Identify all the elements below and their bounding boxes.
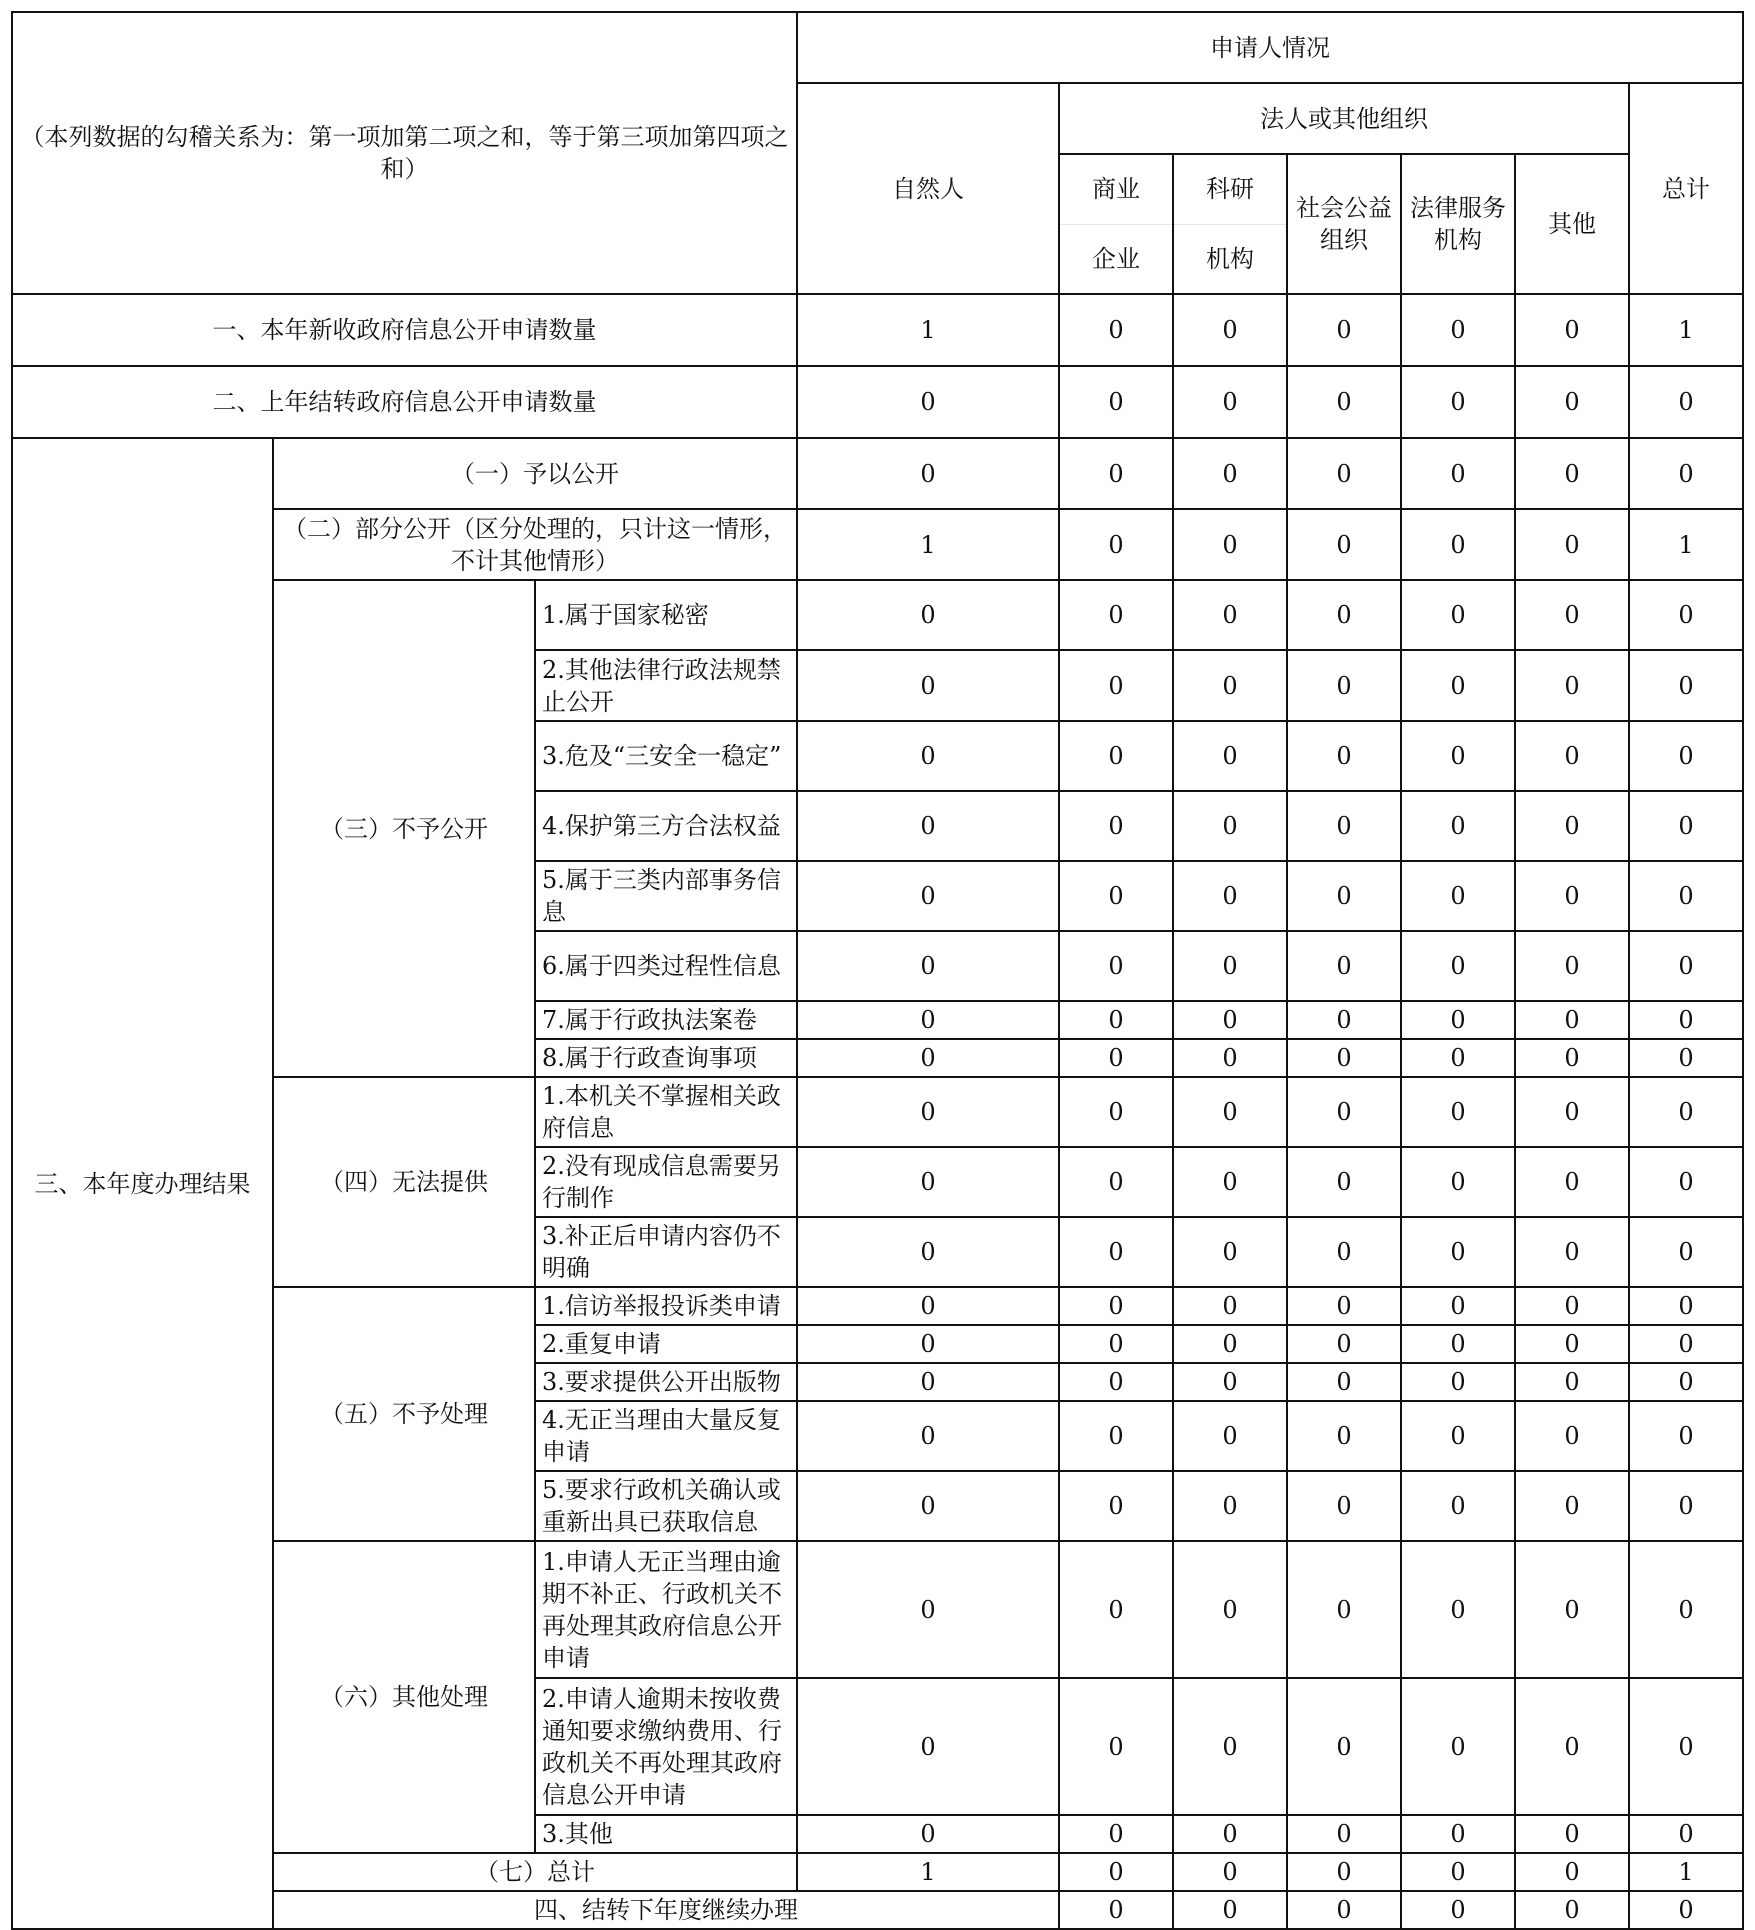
value-cell: 0 bbox=[1059, 1287, 1173, 1325]
header-natural-person: 自然人 bbox=[797, 83, 1059, 294]
value-cell: 0 bbox=[1401, 1471, 1515, 1541]
value-cell: 0 bbox=[1401, 931, 1515, 1001]
value-cell: 0 bbox=[797, 1401, 1059, 1471]
header-public-welfare: 社会公益组织 bbox=[1287, 154, 1401, 294]
value-cell: 0 bbox=[1059, 1363, 1173, 1401]
value-cell: 1 bbox=[1629, 294, 1743, 366]
value-cell: 0 bbox=[1287, 1401, 1401, 1471]
value-cell: 0 bbox=[1173, 1853, 1287, 1891]
row-label: （七）总计 bbox=[273, 1853, 797, 1891]
row-label: （一）予以公开 bbox=[273, 438, 797, 509]
value-cell: 0 bbox=[1059, 650, 1173, 721]
value-cell: 0 bbox=[1629, 1401, 1743, 1471]
value-cell: 0 bbox=[1515, 509, 1629, 580]
value-cell: 0 bbox=[1173, 1077, 1287, 1147]
value-cell: 0 bbox=[797, 1039, 1059, 1077]
value-cell: 0 bbox=[1629, 1001, 1743, 1039]
value-cell: 0 bbox=[1173, 438, 1287, 509]
value-cell: 0 bbox=[1515, 650, 1629, 721]
value-cell: 0 bbox=[1059, 1039, 1173, 1077]
value-cell: 0 bbox=[1401, 1401, 1515, 1471]
value-cell: 0 bbox=[1287, 1541, 1401, 1678]
row-label: 四、结转下年度继续办理 bbox=[273, 1891, 1059, 1929]
value-cell: 0 bbox=[1059, 1853, 1173, 1891]
row-label: 3.要求提供公开出版物 bbox=[535, 1363, 797, 1401]
value-cell: 0 bbox=[1629, 1891, 1743, 1929]
value-cell: 0 bbox=[1515, 1217, 1629, 1287]
value-cell: 0 bbox=[1287, 1039, 1401, 1077]
value-cell: 0 bbox=[1173, 1287, 1287, 1325]
value-cell: 0 bbox=[797, 1363, 1059, 1401]
value-cell: 0 bbox=[1173, 294, 1287, 366]
value-cell: 0 bbox=[797, 931, 1059, 1001]
value-cell: 0 bbox=[1059, 438, 1173, 509]
value-cell: 0 bbox=[1629, 1217, 1743, 1287]
row-label: 2.申请人逾期未按收费通知要求缴纳费用、行政机关不再处理其政府信息公开申请 bbox=[535, 1678, 797, 1815]
value-cell: 0 bbox=[1515, 721, 1629, 791]
value-cell: 0 bbox=[1515, 1678, 1629, 1815]
value-cell: 0 bbox=[797, 1077, 1059, 1147]
value-cell: 0 bbox=[1629, 861, 1743, 931]
row-label: 1.申请人无正当理由逾期不补正、行政机关不再处理其政府信息公开申请 bbox=[535, 1541, 797, 1678]
value-cell: 0 bbox=[1629, 931, 1743, 1001]
value-cell: 0 bbox=[1287, 791, 1401, 861]
value-cell: 0 bbox=[1287, 294, 1401, 366]
value-cell: 0 bbox=[1401, 438, 1515, 509]
value-cell: 0 bbox=[1287, 1678, 1401, 1815]
value-cell: 0 bbox=[1287, 931, 1401, 1001]
table-row bbox=[12, 366, 1743, 438]
row-label: 8.属于行政查询事项 bbox=[535, 1039, 797, 1077]
value-cell: 0 bbox=[1173, 650, 1287, 721]
value-cell: 0 bbox=[1059, 580, 1173, 650]
value-cell: 0 bbox=[1515, 861, 1629, 931]
value-cell: 0 bbox=[1515, 1541, 1629, 1678]
value-cell: 0 bbox=[1515, 366, 1629, 438]
value-cell: 1 bbox=[1629, 1853, 1743, 1891]
value-cell: 0 bbox=[797, 1541, 1059, 1678]
value-cell: 0 bbox=[1287, 1815, 1401, 1853]
group-label: （五）不予处理 bbox=[273, 1287, 535, 1541]
value-cell: 0 bbox=[1515, 1815, 1629, 1853]
value-cell: 0 bbox=[1629, 366, 1743, 438]
value-cell: 0 bbox=[1401, 1678, 1515, 1815]
value-cell: 0 bbox=[1287, 509, 1401, 580]
value-cell: 0 bbox=[797, 1325, 1059, 1363]
value-cell: 0 bbox=[1629, 791, 1743, 861]
group-label: （三）不予公开 bbox=[273, 580, 535, 1077]
value-cell: 0 bbox=[797, 650, 1059, 721]
value-cell: 0 bbox=[1287, 1325, 1401, 1363]
header-legal-service: 法律服务机构 bbox=[1401, 154, 1515, 294]
value-cell: 0 bbox=[797, 861, 1059, 931]
value-cell: 0 bbox=[1401, 1001, 1515, 1039]
value-cell: 0 bbox=[1629, 1039, 1743, 1077]
value-cell: 0 bbox=[1059, 294, 1173, 366]
value-cell: 1 bbox=[797, 294, 1059, 366]
value-cell: 0 bbox=[1059, 1678, 1173, 1815]
value-cell: 0 bbox=[1401, 509, 1515, 580]
value-cell: 0 bbox=[1401, 1039, 1515, 1077]
value-cell: 0 bbox=[1629, 1815, 1743, 1853]
row-label: 2.没有现成信息需要另行制作 bbox=[535, 1147, 797, 1217]
value-cell: 0 bbox=[1515, 1363, 1629, 1401]
row-label: 3.其他 bbox=[535, 1815, 797, 1853]
value-cell: 0 bbox=[1287, 1001, 1401, 1039]
header-total: 总计 bbox=[1629, 83, 1743, 294]
value-cell: 0 bbox=[1059, 791, 1173, 861]
header-commercial-bottom: 企业 bbox=[1059, 224, 1173, 294]
value-cell: 0 bbox=[1515, 580, 1629, 650]
value-cell: 0 bbox=[1515, 1471, 1629, 1541]
value-cell: 0 bbox=[1629, 721, 1743, 791]
value-cell: 0 bbox=[1401, 366, 1515, 438]
value-cell: 0 bbox=[1401, 294, 1515, 366]
row-label: 1.属于国家秘密 bbox=[535, 580, 797, 650]
row-label: 4.保护第三方合法权益 bbox=[535, 791, 797, 861]
value-cell: 0 bbox=[1401, 1217, 1515, 1287]
value-cell: 0 bbox=[1059, 1815, 1173, 1853]
value-cell: 0 bbox=[1287, 650, 1401, 721]
value-cell: 0 bbox=[1173, 1039, 1287, 1077]
value-cell: 0 bbox=[1515, 438, 1629, 509]
value-cell: 0 bbox=[1287, 1077, 1401, 1147]
value-cell: 0 bbox=[1059, 1001, 1173, 1039]
value-cell: 0 bbox=[797, 1217, 1059, 1287]
info-disclosure-table bbox=[11, 11, 1744, 1930]
value-cell: 0 bbox=[797, 366, 1059, 438]
value-cell: 0 bbox=[1629, 1471, 1743, 1541]
value-cell: 0 bbox=[1059, 931, 1173, 1001]
value-cell: 0 bbox=[1629, 1541, 1743, 1678]
value-cell: 0 bbox=[1173, 1001, 1287, 1039]
value-cell: 0 bbox=[797, 1678, 1059, 1815]
value-cell: 0 bbox=[797, 721, 1059, 791]
value-cell: 0 bbox=[1287, 366, 1401, 438]
value-cell: 0 bbox=[1059, 1217, 1173, 1287]
value-cell: 0 bbox=[1059, 1471, 1173, 1541]
value-cell: 0 bbox=[1173, 580, 1287, 650]
value-cell: 0 bbox=[1173, 366, 1287, 438]
value-cell: 0 bbox=[1401, 650, 1515, 721]
value-cell: 0 bbox=[1515, 931, 1629, 1001]
value-cell: 0 bbox=[1059, 1147, 1173, 1217]
value-cell: 0 bbox=[1287, 438, 1401, 509]
value-cell: 0 bbox=[1401, 1363, 1515, 1401]
row-label: 7.属于行政执法案卷 bbox=[535, 1001, 797, 1039]
value-cell: 0 bbox=[1629, 1363, 1743, 1401]
value-cell: 0 bbox=[1059, 1541, 1173, 1678]
value-cell: 0 bbox=[1173, 1891, 1287, 1929]
value-cell: 0 bbox=[1173, 1471, 1287, 1541]
value-cell: 0 bbox=[1515, 1039, 1629, 1077]
value-cell: 0 bbox=[1059, 1325, 1173, 1363]
value-cell: 0 bbox=[1401, 580, 1515, 650]
value-cell: 0 bbox=[1059, 1401, 1173, 1471]
value-cell: 0 bbox=[1287, 1853, 1401, 1891]
value-cell: 0 bbox=[1515, 1401, 1629, 1471]
value-cell: 0 bbox=[1629, 438, 1743, 509]
value-cell: 0 bbox=[1287, 1217, 1401, 1287]
value-cell: 0 bbox=[1629, 1325, 1743, 1363]
row-label: 5.要求行政机关确认或重新出具已获取信息 bbox=[535, 1471, 797, 1541]
value-cell: 0 bbox=[1173, 1325, 1287, 1363]
value-cell: 0 bbox=[1287, 861, 1401, 931]
value-cell: 0 bbox=[1287, 1363, 1401, 1401]
header-commercial-top: 商业 bbox=[1059, 154, 1173, 224]
value-cell: 0 bbox=[1287, 1287, 1401, 1325]
value-cell: 0 bbox=[1515, 1077, 1629, 1147]
value-cell: 0 bbox=[1629, 1147, 1743, 1217]
value-cell: 0 bbox=[1059, 509, 1173, 580]
value-cell: 0 bbox=[797, 1001, 1059, 1039]
value-cell: 0 bbox=[1173, 931, 1287, 1001]
value-cell: 0 bbox=[1059, 721, 1173, 791]
value-cell: 1 bbox=[797, 1853, 1059, 1891]
value-cell: 0 bbox=[1401, 791, 1515, 861]
value-cell: 0 bbox=[797, 1815, 1059, 1853]
value-cell: 0 bbox=[1515, 1147, 1629, 1217]
value-cell: 0 bbox=[1173, 861, 1287, 931]
value-cell: 0 bbox=[1515, 1001, 1629, 1039]
value-cell: 0 bbox=[1287, 721, 1401, 791]
section-3-label: 三、本年度办理结果 bbox=[12, 438, 273, 1929]
value-cell: 0 bbox=[1515, 791, 1629, 861]
value-cell: 0 bbox=[1059, 861, 1173, 931]
table-row bbox=[12, 294, 1743, 366]
row-label: 3.危及“三安全一稳定” bbox=[535, 721, 797, 791]
value-cell: 0 bbox=[1287, 1147, 1401, 1217]
value-cell: 0 bbox=[1629, 1077, 1743, 1147]
value-cell: 0 bbox=[1173, 1363, 1287, 1401]
header-other: 其他 bbox=[1515, 154, 1629, 294]
value-cell: 0 bbox=[797, 791, 1059, 861]
value-cell: 0 bbox=[1173, 1401, 1287, 1471]
value-cell: 0 bbox=[1401, 1541, 1515, 1678]
value-cell: 0 bbox=[1173, 509, 1287, 580]
value-cell: 0 bbox=[1287, 580, 1401, 650]
value-cell: 0 bbox=[1287, 1471, 1401, 1541]
row-label: 6.属于四类过程性信息 bbox=[535, 931, 797, 1001]
value-cell: 0 bbox=[1059, 1077, 1173, 1147]
value-cell: 0 bbox=[1173, 1815, 1287, 1853]
value-cell: 0 bbox=[1515, 1287, 1629, 1325]
value-cell: 0 bbox=[1401, 1077, 1515, 1147]
value-cell: 0 bbox=[1401, 1147, 1515, 1217]
value-cell: 0 bbox=[1629, 650, 1743, 721]
value-cell: 0 bbox=[1515, 294, 1629, 366]
value-cell: 0 bbox=[1173, 721, 1287, 791]
header-legal-org: 法人或其他组织 bbox=[1059, 83, 1629, 154]
value-cell: 0 bbox=[1173, 1147, 1287, 1217]
row-label: 1.本机关不掌握相关政府信息 bbox=[535, 1077, 797, 1147]
value-cell: 0 bbox=[1629, 1678, 1743, 1815]
value-cell: 0 bbox=[1401, 861, 1515, 931]
header-note: （本列数据的勾稽关系为：第一项加第二项之和，等于第三项加第四项之和） bbox=[12, 12, 797, 294]
header-research-bottom: 机构 bbox=[1173, 224, 1287, 294]
row-label: 一、本年新收政府信息公开申请数量 bbox=[12, 294, 797, 366]
value-cell: 0 bbox=[1629, 1287, 1743, 1325]
header-applicant: 申请人情况 bbox=[797, 12, 1743, 83]
value-cell: 0 bbox=[797, 1471, 1059, 1541]
value-cell: 0 bbox=[1173, 1678, 1287, 1815]
row-label: （二）部分公开（区分处理的，只计这一情形，不计其他情形） bbox=[273, 509, 797, 580]
value-cell: 0 bbox=[1515, 1853, 1629, 1891]
value-cell: 0 bbox=[1515, 1325, 1629, 1363]
value-cell: 0 bbox=[1173, 791, 1287, 861]
value-cell: 0 bbox=[797, 1147, 1059, 1217]
value-cell: 0 bbox=[1401, 1853, 1515, 1891]
value-cell: 0 bbox=[1173, 1541, 1287, 1678]
group-label: （六）其他处理 bbox=[273, 1541, 535, 1853]
row-label: 5.属于三类内部事务信息 bbox=[535, 861, 797, 931]
value-cell: 0 bbox=[797, 1287, 1059, 1325]
value-cell: 0 bbox=[797, 580, 1059, 650]
row-label: 3.补正后申请内容仍不明确 bbox=[535, 1217, 797, 1287]
group-label: （四）无法提供 bbox=[273, 1077, 535, 1287]
row-label: 2.重复申请 bbox=[535, 1325, 797, 1363]
header-research-top: 科研 bbox=[1173, 154, 1287, 224]
value-cell: 1 bbox=[1629, 509, 1743, 580]
table-row bbox=[12, 438, 1743, 509]
row-label: 4.无正当理由大量反复申请 bbox=[535, 1401, 797, 1471]
row-label: 2.其他法律行政法规禁止公开 bbox=[535, 650, 797, 721]
value-cell: 0 bbox=[1401, 1815, 1515, 1853]
value-cell: 0 bbox=[1173, 1217, 1287, 1287]
value-cell: 0 bbox=[1401, 1325, 1515, 1363]
value-cell: 1 bbox=[797, 509, 1059, 580]
value-cell: 0 bbox=[1629, 580, 1743, 650]
value-cell: 0 bbox=[1401, 1891, 1515, 1929]
value-cell: 0 bbox=[1401, 721, 1515, 791]
row-label: 二、上年结转政府信息公开申请数量 bbox=[12, 366, 797, 438]
row-label: 1.信访举报投诉类申请 bbox=[535, 1287, 797, 1325]
value-cell: 0 bbox=[797, 438, 1059, 509]
value-cell: 0 bbox=[1515, 1891, 1629, 1929]
value-cell: 0 bbox=[1287, 1891, 1401, 1929]
value-cell: 0 bbox=[1401, 1287, 1515, 1325]
value-cell: 0 bbox=[1059, 1891, 1173, 1929]
value-cell: 0 bbox=[1059, 366, 1173, 438]
